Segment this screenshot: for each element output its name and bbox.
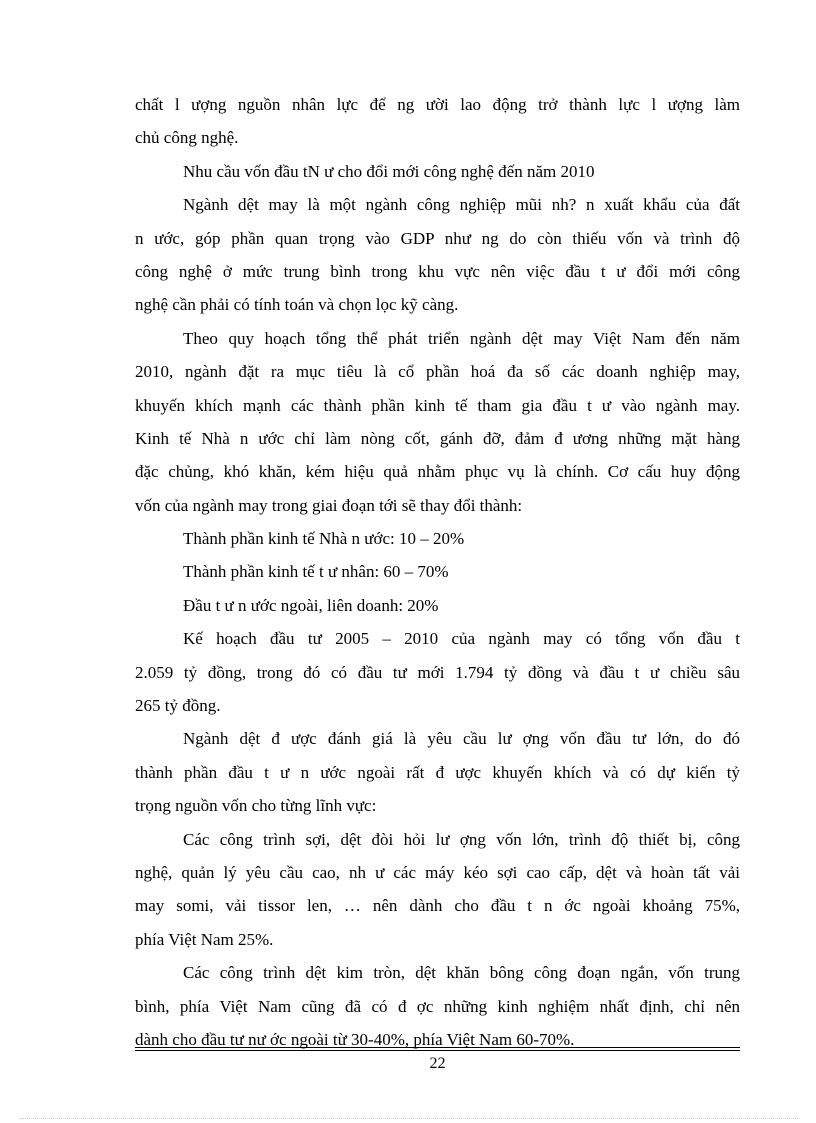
text-line: vốn của ngành may trong giai đoạn tới sẽ thay đổi thành: bbox=[135, 495, 523, 515]
text-line: khuyến khích mạnh các thành phần kinh tế tham gia đầu t ư vào ngành may. bbox=[135, 395, 740, 415]
text-line: 265 tỷ đồng. bbox=[135, 696, 221, 716]
text-line: thành phần đầu t ư n ước ngoài rất đ ược khuyến khích và có dự kiến tỷ bbox=[135, 762, 740, 782]
text-line: Ngành dệt đ ược đánh giá là yêu cầu lư ợng vốn đầu tư lớn, do đó bbox=[183, 729, 740, 749]
text-line: Thành phần kinh tế Nhà n ước: 10 – 20% bbox=[183, 529, 465, 549]
text-line: may somi, vải tissor len, … nên dành cho đầu t n ớc ngoài khoảng 75%, bbox=[135, 896, 740, 916]
text-line: Ngành dệt may là một ngành công nghiệp mũi nh? n xuất khẩu của đất bbox=[183, 195, 740, 215]
text-line: bình, phía Việt Nam cũng đã có đ ợc những kinh nghiệm nhất định, chỉ nên bbox=[135, 996, 740, 1016]
text-line: Các công trình sợi, dệt đòi hỏi lư ợng vốn lớn, trình độ thiết bị, công bbox=[183, 829, 740, 849]
text-line: đặc chủng, khó khăn, kém hiệu quả nhằm phục vụ là chính. Cơ cấu huy động bbox=[135, 462, 740, 482]
text-line: Nhu cầu vốn đầu tN ư cho đổi mới công nghệ đến năm 2010 bbox=[183, 161, 595, 181]
text-line: 2010, ngành đặt ra mục tiêu là cổ phần hoá đa số các doanh nghiệp may, bbox=[135, 362, 740, 382]
text-line: nghệ cần phải có tính toán và chọn lọc kỹ càng. bbox=[135, 295, 459, 315]
text-line: chất l ượng nguồn nhân lực để ng ười lao động trở thành lực l ượng làm bbox=[135, 95, 740, 114]
page-edge-divider bbox=[20, 1118, 800, 1119]
text-line: nghệ, quản lý yêu cầu cao, nh ư các máy kéo sợi cao cấp, dệt và hoàn tất vải bbox=[135, 862, 740, 882]
text-line: Kế hoạch đầu tư 2005 – 2010 của ngành may có tổng vốn đầu t bbox=[183, 629, 740, 649]
page-number: 22 bbox=[429, 1055, 446, 1072]
text-line: Thành phần kinh tế t ư nhân: 60 – 70% bbox=[183, 562, 449, 582]
body-text bbox=[135, 88, 740, 1056]
text-line: 2.059 tỷ đồng, trong đó có đầu tư mới 1.794 tỷ đồng và đầu t ư chiều sâu bbox=[135, 662, 740, 682]
text-line: phía Việt Nam 25%. bbox=[135, 929, 274, 949]
text-line: n ước, góp phần quan trọng vào GDP như ng do còn thiếu vốn và trình độ bbox=[135, 228, 740, 248]
text-line: trọng nguồn vốn cho từng lĩnh vực: bbox=[135, 796, 377, 816]
text-line: Theo quy hoạch tổng thể phát triển ngành dệt may Việt Nam đến năm bbox=[183, 328, 740, 348]
text-line: dành cho đầu tư nư ớc ngoài từ 30-40%, phía Việt Nam 60-70%. bbox=[135, 1029, 575, 1049]
text-line: chủ công nghệ. bbox=[135, 128, 239, 148]
text-line: Các công trình dệt kim tròn, dệt khăn bông công đoạn ngắn, vốn trung bbox=[183, 963, 740, 983]
text-line: Kinh tế Nhà n ước chỉ làm nòng cốt, gánh đỡ, đảm đ ương những mặt hàng bbox=[135, 428, 740, 448]
text-line: Đầu t ư n ước ngoài, liên doanh: 20% bbox=[183, 595, 439, 615]
footer-double-rule bbox=[135, 1047, 740, 1051]
text-line: công nghệ ở mức trung bình trong khu vực nên việc đầu t ư đổi mới công bbox=[135, 261, 740, 281]
